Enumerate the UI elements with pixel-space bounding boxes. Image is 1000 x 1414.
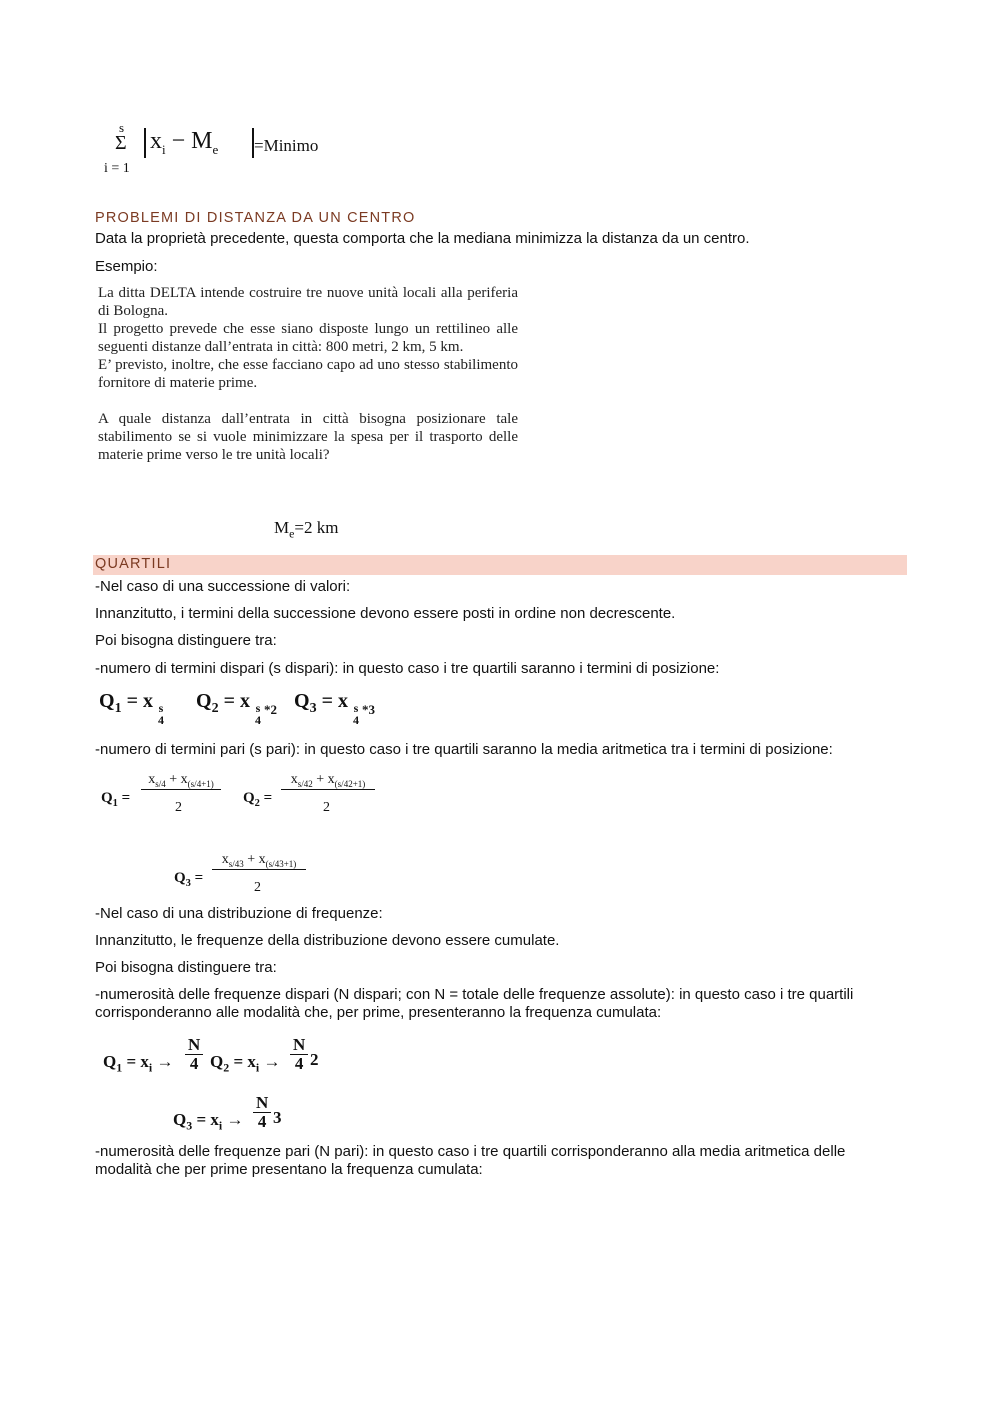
freq-q2-four: 4 — [294, 1054, 304, 1073]
even-q3-s2: s — [268, 858, 273, 869]
median-answer — [274, 518, 338, 541]
quartili-line-7: Innanzitutto, le frequenze della distribuzione devono essere cumulate. — [95, 932, 560, 949]
freq-q1-i: i — [148, 1060, 153, 1075]
freq-q2-eq: = x — [229, 1052, 256, 1071]
q2-index: 2 — [211, 701, 219, 716]
q2-four: 4 — [255, 713, 261, 727]
even-q1-paren: ( — [187, 778, 191, 789]
even-q1-plus: + x — [165, 772, 188, 787]
even-q2-four2: 4 — [343, 778, 349, 789]
freq-q2-letter: Q — [210, 1052, 224, 1071]
even-q2-factor: 2 — [308, 778, 313, 789]
freq-q1-N: N — [185, 1036, 203, 1055]
freq-q2-index: 2 — [223, 1060, 230, 1075]
quartili-line-3: Poi bisogna distinguere tra: — [95, 632, 277, 649]
even-q1-four: 4 — [161, 778, 166, 789]
even-q1-index: 1 — [112, 798, 118, 809]
even-q3-four: 4 — [234, 858, 240, 869]
q1-four: 4 — [158, 713, 164, 727]
even-q1-s: s — [155, 778, 159, 789]
q1-letter: Q — [99, 690, 115, 712]
x-index: i — [162, 141, 166, 157]
q3-s: s — [353, 701, 359, 715]
example-paragraph-4: A quale distanza dall’entrata in città bisogna posizionare tale stabilimento se si vuole minimizzare la spesa per il trasporto delle materie prime verso le tre unità locali? — [98, 411, 518, 463]
freq-q2-arrow: → — [259, 1052, 281, 1071]
even-q2-plus: + x — [312, 772, 335, 787]
freq-q3-index: 3 — [186, 1118, 193, 1133]
intro-paragraph: Data la proprietà precedente, questa comporta che la mediana minimizza la distanza da un centro. — [95, 230, 750, 247]
freq-q1-eq: = x — [122, 1052, 149, 1071]
even-q3-paren: ( — [265, 858, 269, 869]
freq-q3-factor: 3 — [273, 1108, 282, 1127]
q3-index: 3 — [309, 701, 317, 716]
q2-factor: *2 — [264, 702, 277, 717]
sum-lower-limit: i = 1 — [104, 161, 130, 176]
quartili-title: QUARTILI — [95, 556, 172, 572]
q1-equals: = x — [121, 690, 153, 712]
quartili-line-9: -numerosità delle frequenze dispari (N dispari; con N = totale delle frequenze assolute): in questo caso i tre quartili corrisponderanno alle modalità che, per prime, presenteranno la frequenza cumulata: — [95, 986, 854, 1021]
quartili-line-5: -numero di termini pari (s pari): in questo caso i tre quartili saranno la media aritmetica tra i termini di posizione: — [95, 741, 833, 758]
section-heading-distanza: PROBLEMI DI DISTANZA DA UN CENTRO — [95, 210, 416, 226]
abs-bar-left — [144, 128, 146, 158]
even-q2-s: s — [297, 778, 302, 789]
example-label: Esempio: — [95, 258, 158, 275]
freq-q1-letter: Q — [103, 1052, 117, 1071]
summation-formula — [100, 118, 340, 180]
freq-q1-arrow: → — [152, 1052, 174, 1071]
q1-s: s — [158, 701, 164, 715]
even-q2-divisor: 2 — [323, 800, 330, 815]
freq-q3-i: i — [218, 1118, 223, 1133]
even-q2-paren: ( — [334, 778, 338, 789]
answer-m: M — [274, 518, 290, 537]
freq-q2-N: N — [290, 1036, 308, 1055]
q1-index: 1 — [114, 701, 122, 716]
freq-q3-eq: = x — [192, 1110, 219, 1129]
example-paragraph-3: E’ previsto, inoltre, che esse facciano capo ad uno stesso stabilimento fornitore di materie prime. — [98, 357, 518, 391]
sum-symbol: Σ — [115, 132, 127, 154]
example-paragraph-1: La ditta DELTA intende costruire tre nuove unità locali alla periferia di Bologna. — [98, 285, 518, 319]
quartili-line-1: -Nel caso di una successione di valori: — [95, 578, 351, 595]
even-q2-index: 2 — [254, 798, 260, 809]
even-q2-letter: Q — [243, 790, 255, 806]
section-heading-quartili — [93, 555, 907, 575]
median-symbol: − M — [165, 128, 213, 154]
even-q1-letter: Q — [101, 790, 113, 806]
median-index: e — [212, 141, 219, 157]
even-q1-plus1: +1) — [201, 778, 214, 789]
even-q3-factor: 3 — [239, 858, 244, 869]
freq-q3-four: 4 — [257, 1112, 267, 1131]
abs-expression — [150, 128, 218, 158]
quartili-line-10: -numerosità delle frequenze pari (N pari): in questo caso i tre quartili corrisponderanno alla media aritmetica delle modalità che per prime presentano la frequenza cumulata: — [95, 1143, 846, 1178]
even-q1-divisor: 2 — [175, 800, 182, 815]
even-q3-divisor: 2 — [254, 880, 261, 895]
example-box — [98, 284, 518, 464]
answer-value: =2 km — [294, 518, 339, 537]
even-q3-s: s — [228, 858, 233, 869]
freq-q3-N: N — [253, 1094, 271, 1113]
even-q3-four2: 4 — [274, 858, 280, 869]
even-q1-four2: 4 — [196, 778, 202, 789]
even-q2-s2: s — [337, 778, 342, 789]
even-q1-s2: s — [190, 778, 195, 789]
q2-letter: Q — [196, 690, 212, 712]
even-q2-plus21: 2+1) — [348, 778, 366, 789]
x-variable: x — [150, 128, 162, 154]
q2-equals: = x — [218, 690, 250, 712]
quartili-line-6: -Nel caso di una distribuzione di frequenze: — [95, 905, 383, 922]
minimo-label: =Minimo — [254, 136, 319, 155]
quartili-line-2: Innanzitutto, i termini della successione devono essere posti in ordine non decrescente. — [95, 605, 676, 622]
freq-q1-index: 1 — [116, 1060, 123, 1075]
even-q3-letter: Q — [174, 870, 186, 886]
even-q3-index: 3 — [185, 878, 191, 889]
quartili-line-8: Poi bisogna distinguere tra: — [95, 959, 277, 976]
q2-odd — [196, 690, 296, 727]
freq-q2-factor: 2 — [310, 1050, 319, 1069]
freq-q2-i: i — [255, 1060, 260, 1075]
quartili-line-4: -numero di termini dispari (s dispari): in questo caso i tre quartili saranno i termini di posizione: — [95, 660, 720, 677]
even-q3-plus31: 3+1) — [279, 858, 297, 869]
q3-letter: Q — [294, 690, 310, 712]
example-paragraph-2: Il progetto prevede che esse siano disposte lungo un rettilineo alle seguenti distanze dall’entrata in città: 800 metri, 2 km, 5 km. — [98, 321, 518, 355]
answer-sub: e — [289, 526, 295, 541]
q2-s: s — [255, 701, 261, 715]
even-q3-plus: + x — [243, 852, 266, 867]
q3-factor: *3 — [362, 702, 375, 717]
q3-equals: = x — [316, 690, 348, 712]
q1-odd — [99, 690, 179, 727]
q3-odd — [294, 690, 394, 727]
sum-upper-limit: s — [119, 120, 125, 135]
q3-four: 4 — [353, 713, 359, 727]
even-q2-four: 4 — [303, 778, 309, 789]
freq-q3-letter: Q — [173, 1110, 187, 1129]
freq-q3-arrow: → — [222, 1110, 244, 1129]
freq-q1-four: 4 — [189, 1054, 199, 1073]
